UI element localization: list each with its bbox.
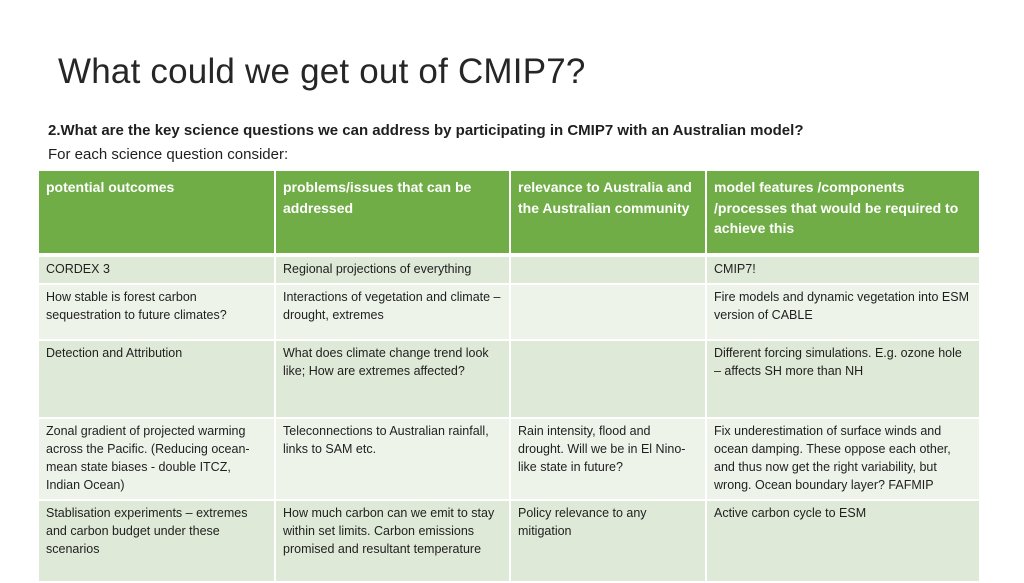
header-potential-outcomes: potential outcomes: [39, 171, 275, 255]
table-cell: CORDEX 3: [39, 255, 275, 284]
table-cell: [510, 340, 706, 418]
table-cell: Rain intensity, flood and drought. Will we be in El Nino-like state in future?: [510, 418, 706, 500]
table-row: [39, 500, 979, 582]
table-cell: Regional projections of everything: [275, 255, 510, 284]
table-row: [39, 284, 979, 340]
table-cell: Fire models and dynamic vegetation into ESM version of CABLE: [706, 284, 979, 340]
table-row: [39, 340, 979, 418]
table-cell: Different forcing simulations. E.g. ozone hole – affects SH more than NH: [706, 340, 979, 418]
header-problems-issues: problems/issues that can be addressed: [275, 171, 510, 255]
table-cell: Fix underestimation of surface winds and ocean damping. These oppose each other, and thus now get the right variability, but wrong. Ocean boundary layer? FAFMIP: [706, 418, 979, 500]
header-relevance-australia: relevance to Australia and the Australian community: [510, 171, 706, 255]
table-cell: Zonal gradient of projected warming across the Pacific. (Reducing ocean-mean state biases - double ITCZ, Indian Ocean): [39, 418, 275, 500]
table-cell: CMIP7!: [706, 255, 979, 284]
science-question: 2.What are the key science questions we can address by participating in CMIP7 with an Australian model?: [48, 122, 804, 139]
table-cell: Stablisation experiments – extremes and carbon budget under these scenarios: [39, 500, 275, 582]
table-cell: [510, 255, 706, 284]
table-cell: [510, 284, 706, 340]
table-row: [39, 255, 979, 284]
table-cell: Active carbon cycle to ESM: [706, 500, 979, 582]
slide-title: What could we get out of CMIP7?: [58, 52, 586, 91]
table-cell: How much carbon can we emit to stay within set limits. Carbon emissions promised and resultant temperature: [275, 500, 510, 582]
table-cell: Teleconnections to Australian rainfall, links to SAM etc.: [275, 418, 510, 500]
table-cell: Interactions of vegetation and climate – drought, extremes: [275, 284, 510, 340]
table-cell: Detection and Attribution: [39, 340, 275, 418]
table-row: [39, 418, 979, 500]
header-model-features: model features /components /processes that would be required to achieve this: [706, 171, 979, 255]
table-header-row: [39, 171, 979, 255]
consider-text: For each science question consider:: [48, 146, 289, 163]
table-cell: Policy relevance to any mitigation: [510, 500, 706, 582]
science-questions-table: [39, 171, 979, 583]
table-cell: How stable is forest carbon sequestration to future climates?: [39, 284, 275, 340]
table-cell: What does climate change trend look like; How are extremes affected?: [275, 340, 510, 418]
